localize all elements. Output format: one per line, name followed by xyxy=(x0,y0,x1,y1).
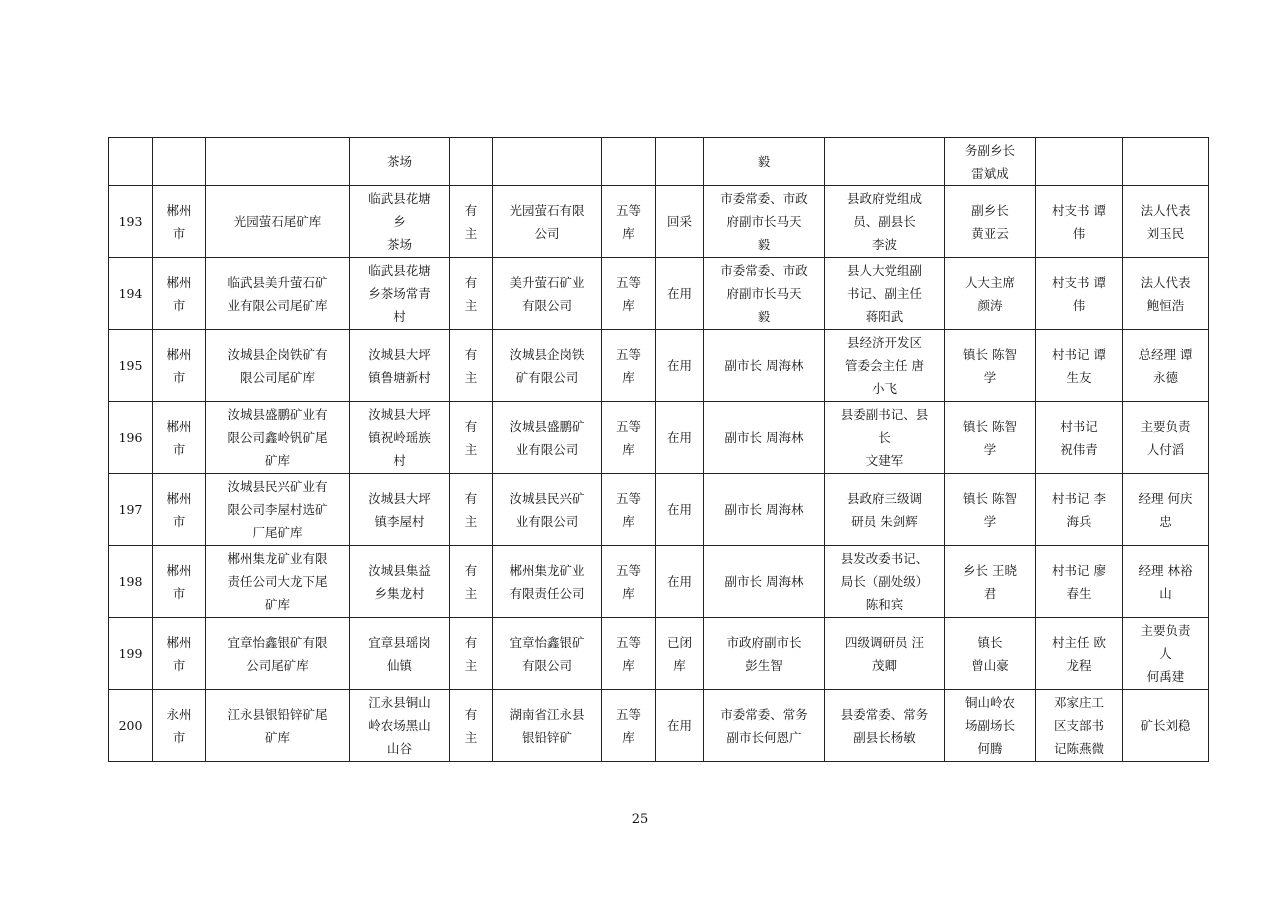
cell-text: 汝城县大坪 镇李屋村 xyxy=(368,490,431,529)
cell-text: 195 xyxy=(118,358,143,373)
cell-text: 汝城县盛鹏矿 业有限公司 xyxy=(509,418,585,457)
cell-village-official xyxy=(1036,546,1123,618)
cell-status xyxy=(656,186,704,258)
cell-text: 郴州 市 xyxy=(166,274,192,313)
cell-township-official xyxy=(945,330,1036,402)
cell-text: 郴州集龙矿业 有限责任公司 xyxy=(509,562,585,601)
cell-municipal-official xyxy=(704,618,825,690)
cell-text: 郴州 市 xyxy=(166,202,192,241)
cell-text: 有 主 xyxy=(464,418,478,457)
cell-city xyxy=(153,474,206,546)
cell-status xyxy=(656,258,704,330)
cell-text: 五等 库 xyxy=(615,418,641,457)
cell-text: 有 主 xyxy=(464,274,478,313)
cell-text: 汝城县企岗铁 矿有限公司 xyxy=(509,346,585,385)
cell-text: 主要负责 人付滔 xyxy=(1140,418,1191,457)
cell-text: 副市长 周海林 xyxy=(724,502,804,517)
cell-text: 矿长刘稳 xyxy=(1140,718,1191,733)
cell-owner-company xyxy=(493,258,602,330)
cell-text: 198 xyxy=(118,574,143,589)
cell-township-official xyxy=(945,474,1036,546)
table-row xyxy=(109,330,1209,402)
cell-text: 在用 xyxy=(666,574,692,589)
cell-township-official xyxy=(945,402,1036,474)
cell-text: 199 xyxy=(118,646,143,661)
cell-location xyxy=(350,618,450,690)
cell-owner-company xyxy=(493,546,602,618)
cell-text: 有 主 xyxy=(464,634,478,673)
cell-enterprise-responsible xyxy=(1123,690,1209,762)
cell-text: 宜章怡鑫银矿有限 公司尾矿库 xyxy=(227,634,328,673)
cell-text: 五等 库 xyxy=(615,202,641,241)
cell-ownership xyxy=(450,330,493,402)
cell-dam-name xyxy=(206,618,350,690)
cell-city xyxy=(153,618,206,690)
cell-text: 市政府副市长 彭生智 xyxy=(726,634,802,673)
cell-village-official xyxy=(1036,618,1123,690)
table-row xyxy=(109,618,1209,690)
cell-text: 总经理 谭 永德 xyxy=(1138,346,1193,385)
cell-enterprise-responsible xyxy=(1123,138,1209,186)
cell-text: 副乡长 黄亚云 xyxy=(971,202,1009,241)
cell-text: 县政府党组成 员、副县长 李波 xyxy=(846,191,922,252)
cell-text: 县委常委、常务 副县长杨敏 xyxy=(840,706,929,745)
cell-dam-name xyxy=(206,330,350,402)
cell-ownership xyxy=(450,546,493,618)
cell-dam-grade xyxy=(602,402,656,474)
cell-text: 五等 库 xyxy=(615,562,641,601)
cell-text: 务副乡长 雷斌成 xyxy=(964,142,1015,181)
cell-text: 200 xyxy=(118,718,143,733)
cell-village-official xyxy=(1036,690,1123,762)
cell-text: 县发改委书记、 局长（副处级） 陈和宾 xyxy=(840,551,929,612)
cell-text: 宜章怡鑫银矿 有限公司 xyxy=(509,634,585,673)
cell-dam-name xyxy=(206,186,350,258)
cell-text: 经理 林裕 山 xyxy=(1138,562,1193,601)
cell-text: 194 xyxy=(118,286,143,301)
table-row xyxy=(109,402,1209,474)
cell-text: 193 xyxy=(118,214,143,229)
cell-owner-company xyxy=(493,474,602,546)
cell-county-official xyxy=(825,546,945,618)
cell-seq-no xyxy=(109,186,153,258)
cell-dam-grade xyxy=(602,474,656,546)
page-number: 25 xyxy=(631,812,649,827)
cell-text: 村主任 欧 龙程 xyxy=(1052,634,1106,673)
cell-text: 江永县银铅锌矿尾 矿库 xyxy=(227,706,328,745)
cell-text: 四级调研员 汪 茂卿 xyxy=(845,634,924,673)
cell-county-official xyxy=(825,690,945,762)
tailings-dam-table xyxy=(108,137,1209,762)
table-body xyxy=(109,138,1209,762)
cell-text: 汝城县企岗铁矿有 限公司尾矿库 xyxy=(227,346,328,385)
cell-text: 有 主 xyxy=(464,706,478,745)
cell-seq-no xyxy=(109,690,153,762)
cell-text: 邓家庄工 区支部书 记陈燕微 xyxy=(1053,695,1104,756)
cell-city xyxy=(153,402,206,474)
cell-text: 郴州 市 xyxy=(166,634,192,673)
cell-text: 临武县美升萤石矿 业有限公司尾矿库 xyxy=(227,274,328,313)
cell-text: 美升萤石矿业 有限公司 xyxy=(509,274,585,313)
cell-county-official xyxy=(825,258,945,330)
cell-text: 郴州 市 xyxy=(166,562,192,601)
cell-status xyxy=(656,474,704,546)
cell-text: 经理 何庆 忠 xyxy=(1138,490,1193,529)
cell-owner-company xyxy=(493,330,602,402)
cell-text: 县人大党组副 书记、副主任 蒋阳武 xyxy=(846,263,922,324)
cell-text: 在用 xyxy=(666,502,692,517)
cell-township-official xyxy=(945,186,1036,258)
cell-status xyxy=(656,618,704,690)
cell-township-official xyxy=(945,618,1036,690)
cell-dam-name xyxy=(206,690,350,762)
cell-enterprise-responsible xyxy=(1123,474,1209,546)
cell-text: 汝城县大坪 镇祝岭瑶族 村 xyxy=(368,407,431,468)
cell-status xyxy=(656,546,704,618)
cell-owner-company xyxy=(493,138,602,186)
cell-seq-no xyxy=(109,618,153,690)
cell-status xyxy=(656,402,704,474)
cell-dam-grade xyxy=(602,330,656,402)
cell-municipal-official xyxy=(704,402,825,474)
cell-dam-grade xyxy=(602,546,656,618)
cell-text: 光园萤石尾矿库 xyxy=(233,214,322,229)
cell-village-official xyxy=(1036,330,1123,402)
cell-text: 郴州 市 xyxy=(166,418,192,457)
cell-text: 临武县花塘 乡茶场常青 村 xyxy=(368,263,431,324)
cell-text: 毅 xyxy=(757,154,771,169)
cell-text: 汝城县盛鹏矿业有 限公司鑫岭钒矿尾 矿库 xyxy=(227,407,328,468)
cell-text: 永州 市 xyxy=(166,706,192,745)
cell-county-official xyxy=(825,402,945,474)
cell-city xyxy=(153,186,206,258)
cell-ownership xyxy=(450,258,493,330)
cell-village-official xyxy=(1036,402,1123,474)
cell-county-official xyxy=(825,618,945,690)
cell-city xyxy=(153,330,206,402)
cell-county-official xyxy=(825,474,945,546)
cell-text: 有 主 xyxy=(464,490,478,529)
cell-text: 196 xyxy=(118,430,143,445)
cell-township-official xyxy=(945,258,1036,330)
cell-location xyxy=(350,474,450,546)
cell-ownership xyxy=(450,474,493,546)
cell-status xyxy=(656,330,704,402)
cell-dam-grade xyxy=(602,258,656,330)
cell-enterprise-responsible xyxy=(1123,402,1209,474)
cell-text: 宜章县瑶岗 仙镇 xyxy=(368,634,431,673)
cell-dam-grade xyxy=(602,690,656,762)
cell-text: 镇长 陈智 学 xyxy=(963,346,1017,385)
cell-ownership xyxy=(450,186,493,258)
cell-municipal-official xyxy=(704,474,825,546)
cell-city xyxy=(153,258,206,330)
cell-text: 汝城县集益 乡集龙村 xyxy=(368,562,431,601)
cell-enterprise-responsible xyxy=(1123,330,1209,402)
cell-text: 县经济开发区 管委会主任 唐 小飞 xyxy=(845,335,924,396)
cell-text: 在用 xyxy=(666,286,692,301)
cell-text: 五等 库 xyxy=(615,634,641,673)
cell-ownership xyxy=(450,618,493,690)
cell-text: 村书记 廖 春生 xyxy=(1052,562,1106,601)
cell-dam-name xyxy=(206,474,350,546)
cell-text: 在用 xyxy=(666,430,692,445)
cell-text: 光园萤石有限 公司 xyxy=(509,202,585,241)
cell-county-official xyxy=(825,330,945,402)
cell-text: 197 xyxy=(118,502,143,517)
cell-text: 有 主 xyxy=(464,562,478,601)
cell-text: 有 主 xyxy=(464,202,478,241)
cell-municipal-official xyxy=(704,330,825,402)
cell-text: 铜山岭农 场副场长 何腾 xyxy=(964,695,1015,756)
cell-status xyxy=(656,690,704,762)
cell-municipal-official xyxy=(704,138,825,186)
cell-city xyxy=(153,690,206,762)
cell-text: 五等 库 xyxy=(615,274,641,313)
cell-text: 村支书 谭 伟 xyxy=(1052,274,1106,313)
cell-text: 村书记 李 海兵 xyxy=(1052,490,1106,529)
cell-seq-no xyxy=(109,138,153,186)
cell-dam-grade xyxy=(602,138,656,186)
cell-enterprise-responsible xyxy=(1123,618,1209,690)
cell-ownership xyxy=(450,690,493,762)
cell-village-official xyxy=(1036,138,1123,186)
cell-text: 郴州集龙矿业有限 责任公司大龙下尾 矿库 xyxy=(227,551,328,612)
cell-dam-name xyxy=(206,546,350,618)
cell-village-official xyxy=(1036,258,1123,330)
cell-text: 在用 xyxy=(666,718,692,733)
cell-text: 有 主 xyxy=(464,346,478,385)
cell-seq-no xyxy=(109,258,153,330)
cell-location xyxy=(350,546,450,618)
cell-owner-company xyxy=(493,402,602,474)
cell-location xyxy=(350,330,450,402)
cell-text: 镇长 陈智 学 xyxy=(963,490,1017,529)
table-row xyxy=(109,138,1209,186)
cell-text: 法人代表 鲍恒浩 xyxy=(1140,274,1191,313)
table-row xyxy=(109,258,1209,330)
cell-enterprise-responsible xyxy=(1123,186,1209,258)
cell-dam-name xyxy=(206,402,350,474)
cell-location xyxy=(350,186,450,258)
cell-location xyxy=(350,690,450,762)
cell-text: 回采 xyxy=(666,214,692,229)
table-row xyxy=(109,546,1209,618)
cell-text: 村支书 谭 伟 xyxy=(1052,202,1106,241)
cell-dam-name xyxy=(206,258,350,330)
cell-text: 法人代表 刘玉民 xyxy=(1140,202,1191,241)
cell-text: 市委常委、市政 府副市长马天 毅 xyxy=(720,191,808,252)
cell-text: 在用 xyxy=(666,358,692,373)
cell-township-official xyxy=(945,546,1036,618)
cell-text: 副市长 周海林 xyxy=(724,430,804,445)
cell-municipal-official xyxy=(704,546,825,618)
cell-enterprise-responsible xyxy=(1123,258,1209,330)
cell-location xyxy=(350,258,450,330)
cell-text: 县委副书记、县 长 文建军 xyxy=(840,407,929,468)
cell-status xyxy=(656,138,704,186)
cell-text: 乡长 王晓 君 xyxy=(963,562,1017,601)
cell-text: 郴州 市 xyxy=(166,346,192,385)
cell-text: 江永县铜山 岭农场黑山 山谷 xyxy=(368,695,431,756)
cell-ownership xyxy=(450,138,493,186)
cell-text: 村书记 谭 生友 xyxy=(1052,346,1106,385)
cell-seq-no xyxy=(109,330,153,402)
cell-county-official xyxy=(825,186,945,258)
cell-text: 镇长 曾山豪 xyxy=(971,634,1009,673)
cell-ownership xyxy=(450,402,493,474)
cell-text: 汝城县民兴矿 业有限公司 xyxy=(509,490,585,529)
table-row xyxy=(109,186,1209,258)
cell-text: 已闭 库 xyxy=(666,634,692,673)
cell-text: 临武县花塘 乡 茶场 xyxy=(368,191,431,252)
cell-location xyxy=(350,402,450,474)
cell-enterprise-responsible xyxy=(1123,546,1209,618)
cell-seq-no xyxy=(109,546,153,618)
cell-dam-name xyxy=(206,138,350,186)
cell-text: 县政府三级调 研员 朱剑辉 xyxy=(846,490,922,529)
cell-owner-company xyxy=(493,186,602,258)
cell-dam-grade xyxy=(602,186,656,258)
cell-text: 镇长 陈智 学 xyxy=(963,418,1017,457)
cell-text: 五等 库 xyxy=(615,490,641,529)
cell-township-official xyxy=(945,138,1036,186)
cell-village-official xyxy=(1036,186,1123,258)
cell-text: 汝城县民兴矿业有 限公司李屋村选矿 厂尾矿库 xyxy=(227,479,328,540)
cell-text: 郴州 市 xyxy=(166,490,192,529)
cell-township-official xyxy=(945,690,1036,762)
cell-text: 人大主席 颜涛 xyxy=(964,274,1015,313)
cell-text: 市委常委、常务 副市长何恩广 xyxy=(720,706,808,745)
cell-text: 汝城县大坪 镇鲁塘新村 xyxy=(368,346,431,385)
cell-text: 湖南省江永县 银铅锌矿 xyxy=(509,706,585,745)
cell-dam-grade xyxy=(602,618,656,690)
cell-seq-no xyxy=(109,474,153,546)
cell-text: 五等 库 xyxy=(615,706,641,745)
cell-seq-no xyxy=(109,402,153,474)
cell-text: 五等 库 xyxy=(615,346,641,385)
cell-village-official xyxy=(1036,474,1123,546)
cell-text: 副市长 周海林 xyxy=(724,574,804,589)
cell-text: 村书记 祝伟青 xyxy=(1060,418,1098,457)
cell-text: 副市长 周海林 xyxy=(724,358,804,373)
cell-location xyxy=(350,138,450,186)
cell-city xyxy=(153,546,206,618)
cell-text: 市委常委、市政 府副市长马天 毅 xyxy=(720,263,808,324)
cell-text: 主要负责 人 何禹建 xyxy=(1140,623,1191,684)
cell-owner-company xyxy=(493,618,602,690)
cell-city xyxy=(153,138,206,186)
table-row xyxy=(109,474,1209,546)
cell-owner-company xyxy=(493,690,602,762)
cell-municipal-official xyxy=(704,186,825,258)
cell-county-official xyxy=(825,138,945,186)
cell-municipal-official xyxy=(704,690,825,762)
cell-municipal-official xyxy=(704,258,825,330)
table-row xyxy=(109,690,1209,762)
cell-text: 茶场 xyxy=(386,154,412,169)
